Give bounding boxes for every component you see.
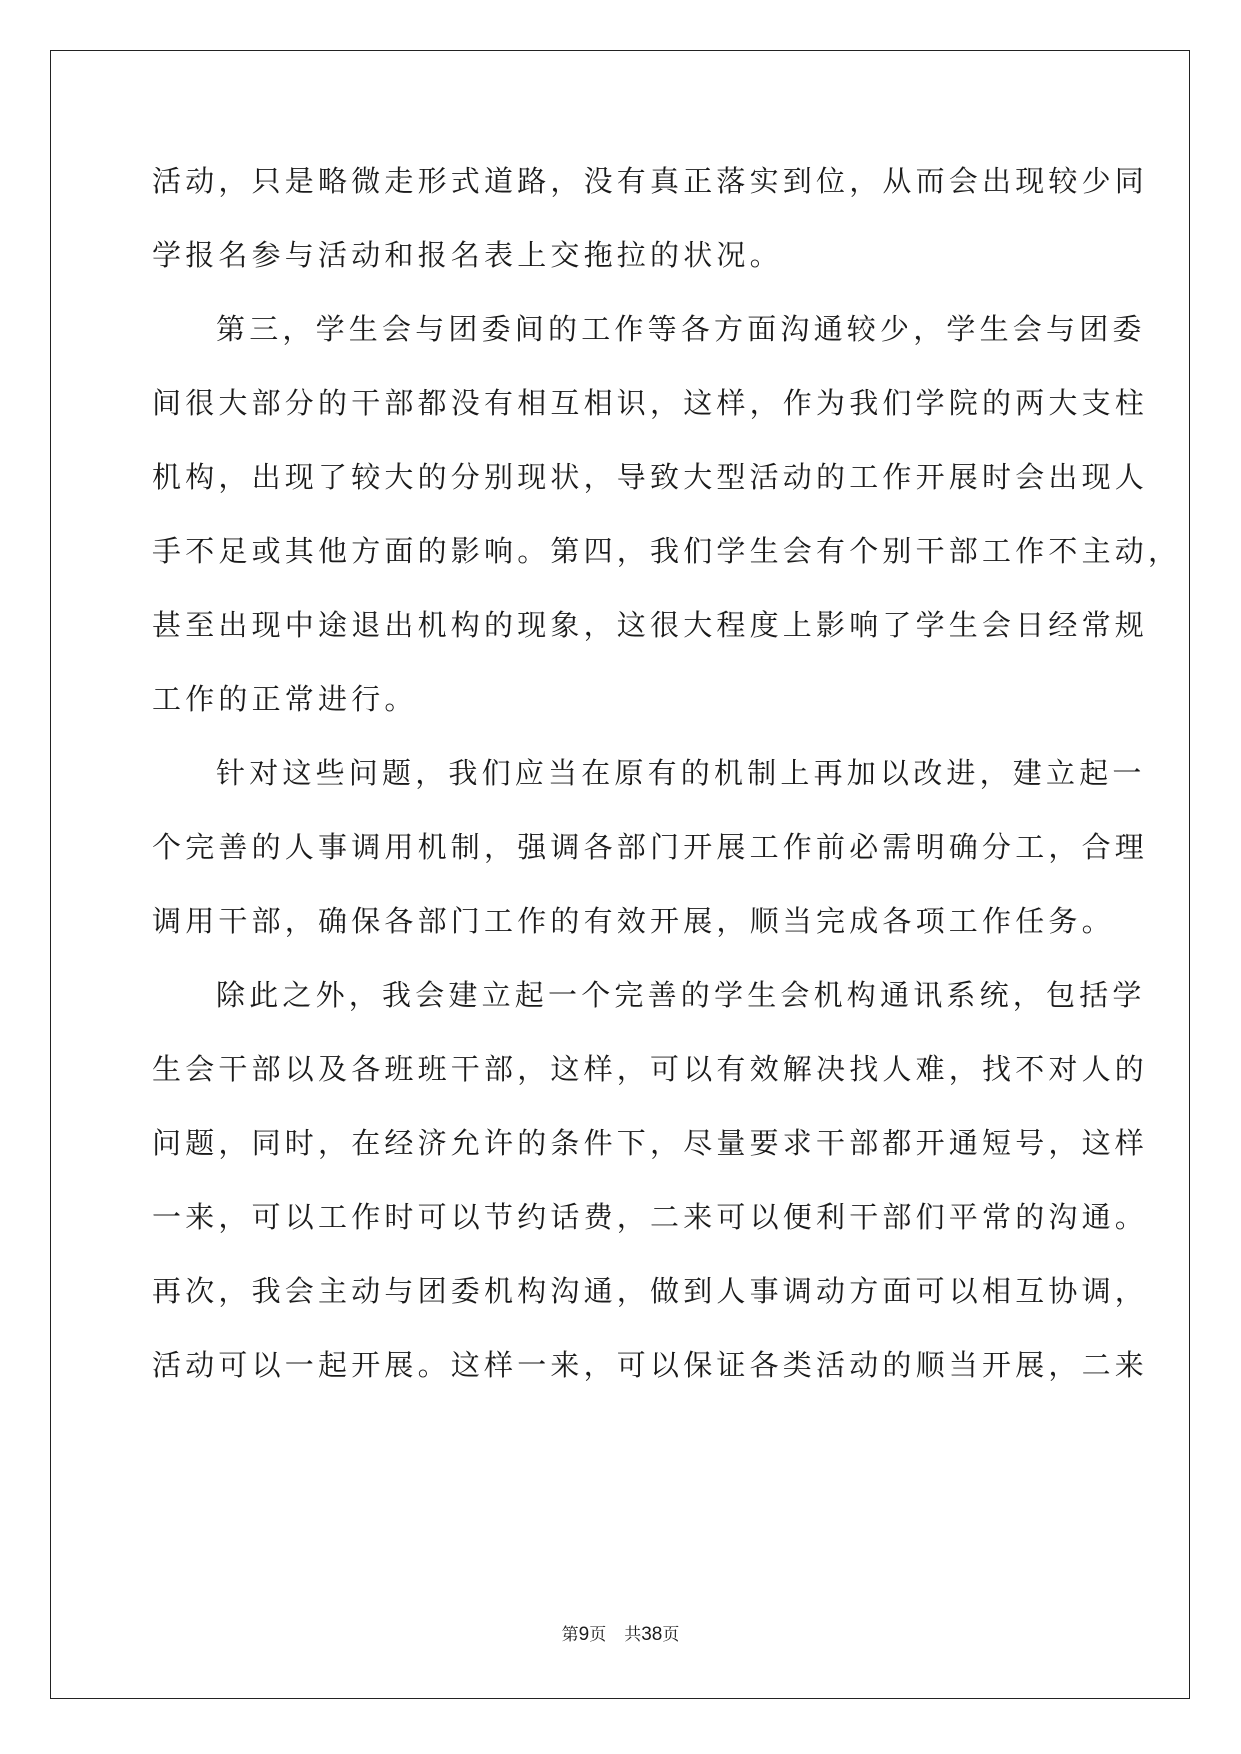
text-line: 问题，同时，在经济允许的条件下，尽量要求干部都开通短号，这样 xyxy=(152,1126,1149,1160)
paragraph-start-line: 第三，学生会与团委间的工作等各方面沟通较少，学生会与团委 xyxy=(216,312,1146,346)
text-line: 手不足或其他方面的影响。第四，我们学生会有个别干部工作不主动， xyxy=(152,534,1182,568)
paragraph-start-line: 除此之外，我会建立起一个完善的学生会机构通讯系统，包括学 xyxy=(216,978,1146,1012)
total-suffix: 页 xyxy=(662,1625,680,1645)
text-line: 间很大部分的干部都没有相互相识，这样，作为我们学院的两大支柱 xyxy=(152,386,1149,420)
text-line: 个完善的人事调用机制，强调各部门开展工作前必需明确分工，合理 xyxy=(152,830,1149,864)
text-line: 一来，可以工作时可以节约话费，二来可以便利干部们平常的沟通。 xyxy=(152,1200,1149,1234)
page-prefix: 第 xyxy=(561,1625,579,1645)
page-footer xyxy=(0,1620,1241,1646)
text-line: 生会干部以及各班班干部，这样，可以有效解决找人难，找不对人的 xyxy=(152,1052,1149,1086)
text-line: 机构，出现了较大的分别现状，导致大型活动的工作开展时会出现人 xyxy=(152,460,1149,494)
text-line: 学报名参与活动和报名表上交拖拉的状况。 xyxy=(152,238,783,272)
body-text xyxy=(152,161,1182,1419)
text-line: 工作的正常进行。 xyxy=(152,682,418,716)
text-line: 甚至出现中途退出机构的现象，这很大程度上影响了学生会日经常规 xyxy=(152,608,1149,642)
text-line: 活动，只是略微走形式道路，没有真正落实到位，从而会出现较少同 xyxy=(152,164,1149,198)
page-suffix: 页 xyxy=(589,1625,607,1645)
total-prefix: 共 xyxy=(624,1625,642,1645)
page-number: 9 xyxy=(578,1624,590,1645)
paragraph-start-line: 针对这些问题，我们应当在原有的机制上再加以改进，建立起一 xyxy=(216,756,1146,790)
text-line: 调用干部，确保各部门工作的有效开展，顺当完成各项工作任务。 xyxy=(152,904,1115,938)
total-pages: 38 xyxy=(641,1624,663,1645)
text-line: 再次，我会主动与团委机构沟通，做到人事调动方面可以相互协调， xyxy=(152,1274,1149,1308)
text-line: 活动可以一起开展。这样一来，可以保证各类活动的顺当开展，二来 xyxy=(152,1348,1149,1382)
